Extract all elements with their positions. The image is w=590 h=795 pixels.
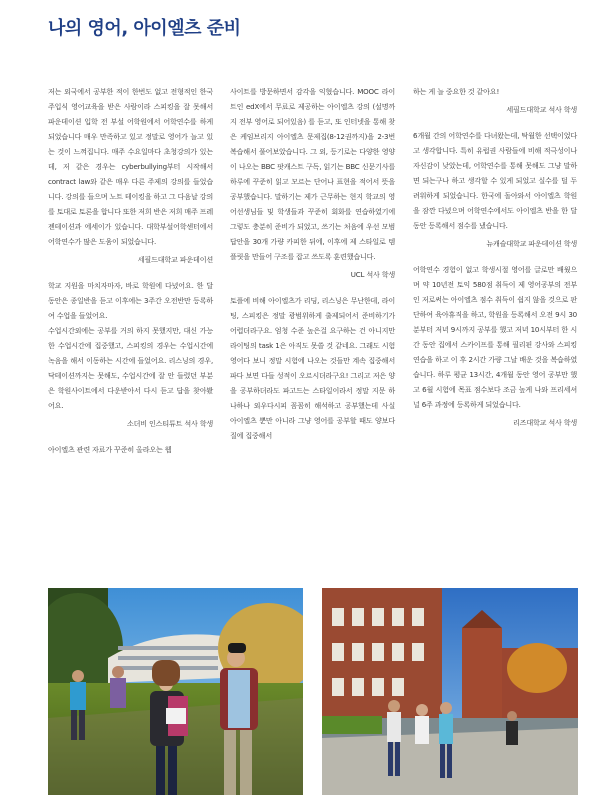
testimonial-author: 뉴캐슬대학교 파운데이션 학생 <box>486 239 577 248</box>
testimonial-text: 6개월 간의 어학연수를 다녀왔는데, 탁월한 선택이었다고 생각합니다. 특히 유럽권 사람들에 비해 적극성이나 자신감이 낮았는데, 어학연수를 통해 못해도 그냥 말하면 되는구나 하고 생각할 수 있게 되었고 실수를 덜 두려워하게 되었습니다. 한국에 돌아와서 아이엘츠 학원을 잠깐 다녔으며 어학연수에서도 아이엘츠 반을 한 달 동안 등록해서 점수를 냈습니다. <box>413 131 577 230</box>
testimonial-author: 소더비 인스티튜트 석사 학생 <box>127 419 213 428</box>
campus-students-photo <box>48 588 303 795</box>
page-title: 나의 영어, 아이엘츠 준비 <box>48 18 241 39</box>
testimonial-text: 학교 지원을 마치자마자, 바로 학원에 다녔어요. 한 달 동안은 종일반을 듣고 이후에는 3주간 오전반만 등록하여 수업을 들었어요. 수업시간외에는 공부를 거의 하지 못했지만, 대신 가능한 수업시간에 집중했고, 스피킹의 경우는 수업시간에 녹음을 해서 이동하는 시간에 들었어요. 리스닝의 경우, 닥테이션까지는 못해도, 수업시간에 잘 안 들렸던 부분은 학원사이트에서 다운받아서 다시 듣고 답을 찾아봤어요. <box>48 281 213 410</box>
text-column-2 <box>230 84 395 443</box>
testimonial-author: 세필드대학교 석사 학생 <box>506 105 577 114</box>
text-column-3 <box>413 84 577 441</box>
testimonial-text: 어학연수 경험이 없고 학생시절 영어를 글로만 배웠으며 약 10년전 토익 580점 취득이 제 영어공부의 전부인 저로써는 아이엘츠 점수 취득이 쉽지 않을 것으로 판단하여 육아휴직을 하고, 학원을 등록해서 오전 9시 30분부터 저녁 9시까지 공부를 했고 저녁 10시부터 한 시간 동안 집에서 스카이프를 통해 필리핀 강사와 스피킹 연습을 하고 이 후 2시간 가량 그날 배운 것을 복습하였습니다. 하루 평균 13시간, 4개월 동안 영어 공부만 했고 6월 시험에 목표 점수보다 조금 높게 나와 프리세셔널 6주 과정에 등록하게 되었습니다. <box>413 265 577 409</box>
university-quad-photo <box>322 588 578 795</box>
testimonial-text: 저는 외국에서 공부한 적이 한번도 없고 전형적인 한국 주입식 영어교육을 받은 사람이라 스피킹을 잘 못해서 파운데이션 입학 전 부설 어학원에서 어학연수를 하게 되었습니다 매우 만족하고 있고 정말로 영어가 늘고 있는 것이 느껴집니다. 매주 수요일마다 초청강의가 있는데, 저 같은 경우는 cyberbullying부터 시작해서 contract law와 같은 매우 다른 주제의 강의를 들었습니다. 강의를 들으며 노트 테이킹을 하고 그 다음날 강의를 토대로 토론을 합니다 또한 저희 반은 저희 매주 프레젠테이션과 에세이가 있습니다. 대학부설어학센터에서 어학연수가 많은 도움이 되었습니다. <box>48 87 213 246</box>
testimonial-author: 리즈대학교 석사 학생 <box>513 418 577 427</box>
testimonial-text: 사이트를 방문하면서 감각을 익혔습니다. MOOC 라이트인 edX에서 무료로 제공하는 아이엘츠 강의 (설명까지 전부 영어로 되어있음) 를 듣고, 또 인터넷을 통해 찾은 케임브리지 아이엘츠 문제집(8-12권까지)을 2-3번 복습해서 풀어보았습니다. 그 외, 등기로는 다양한 영양이 나오는 BBC 팟캐스트 구독, 읽기는 BBC 신문기사를 하루에 꾸준히 읽고 모르는 단어나 표현을 적어서 뜻을 공부했습니다. 말하기는 제가 근무하는 현지 학교의 영어선생님들 및 학생들과 꾸준히 회화를 연습하였기에 그렇도 충분히 준비가 되었고, 쓰기는 처음에 우선 모범답안을 30개 가량 카피한 뒤에, 이후에 제 스타일로 템플릿을 만들어 구조를 잡고 쓰도록 훈련했습니다. <box>230 87 395 261</box>
testimonial-author: UCL 석사 학생 <box>350 270 395 279</box>
testimonial-author: 세필드대학교 파운데이션 <box>137 255 213 264</box>
text-column-1 <box>48 84 213 457</box>
testimonial-text: 아이엘츠 관련 자료가 꾸준히 올라오는 웹 <box>48 445 172 454</box>
testimonial-text: 토플에 비해 아이엘츠가 리딩, 리스닝은 무난한데, 라이팅, 스피킹은 정말 광범위하게 출제되어서 준비하기가 어렵더라구요. 엄청 수준 높은걸 요구하는 건 아니지만 라이팅의 task 1은 아직도 못쓸 것 같네요. 그래도 시험영어다 보니 정말 시험에 나오는 것들만 계속 집중해서 파다 보면 다들 성적이 오르시더라구요! 그리고 저은 양을 공부하더라도 파고드는 스타일이라서 정말 지문 하나하나 외우다시피 꼼꼼히 해석하고 공부했는데 사실 아이엘츠 뿐만 아니라 그냥 영어를 공부할 때도 양보다 질에 집중해서 <box>230 296 395 440</box>
testimonial-text: 하는 게 늘 중요한 것 같아요! <box>413 87 500 96</box>
